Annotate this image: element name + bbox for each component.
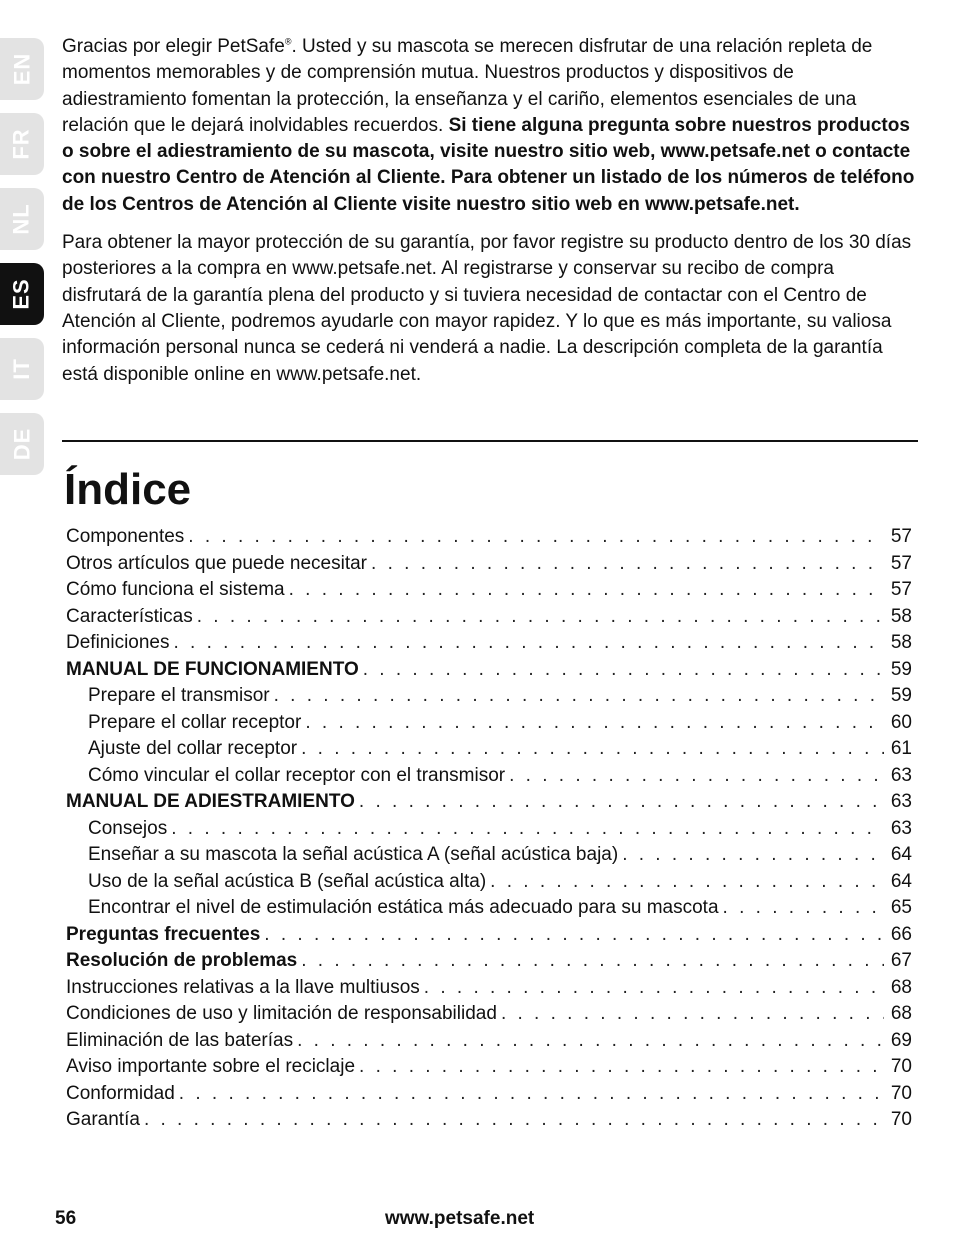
intro-paragraph-1 — [62, 34, 918, 218]
toc-entry[interactable] — [66, 551, 912, 578]
toc-label: Otros artículos que puede necesitar — [66, 552, 368, 574]
toc-entry[interactable] — [66, 577, 912, 604]
toc-label: Garantía — [66, 1109, 140, 1130]
table-of-contents — [66, 524, 912, 1134]
registered-mark: ® — [284, 36, 292, 47]
toc-label: Uso de la señal acústica B (señal acústica alta) — [88, 870, 487, 892]
toc-label: Enseñar a su mascota la señal acústica A (señal acústica baja) — [88, 844, 619, 865]
section-divider — [62, 440, 918, 442]
tab-fr[interactable] — [0, 113, 44, 175]
toc-page-number: 63 — [890, 791, 912, 812]
toc-entry[interactable] — [66, 710, 912, 737]
toc-page-number: 57 — [890, 552, 912, 574]
tab-label: ES — [8, 278, 34, 310]
intro-section — [62, 34, 918, 388]
toc-label: Resolución de problemas — [66, 950, 298, 971]
toc-leader-dots — [274, 683, 884, 710]
toc-label: Instrucciones relativas a la llave multiusos — [66, 976, 420, 998]
tab-label: IT — [9, 358, 34, 380]
toc-label: Cómo funciona el sistema — [66, 579, 285, 600]
toc-leader-dots — [174, 630, 885, 657]
toc-entry[interactable] — [66, 683, 912, 710]
toc-page-number: 66 — [890, 923, 912, 945]
toc-label: Encontrar el nivel de estimulación estática más adecuado para su mascota — [88, 897, 719, 918]
toc-leader-dots — [179, 1081, 884, 1108]
toc-entry[interactable] — [66, 869, 912, 896]
toc-leader-dots — [490, 869, 884, 896]
toc-page-number: 68 — [890, 1003, 912, 1024]
toc-leader-dots — [197, 604, 884, 631]
toc-page-number: 63 — [890, 764, 912, 786]
toc-page-number: 69 — [890, 1029, 912, 1051]
toc-entry[interactable] — [66, 657, 912, 684]
toc-leader-dots — [171, 816, 884, 843]
page-number: 56 — [55, 1208, 77, 1229]
toc-entry[interactable] — [66, 948, 912, 975]
toc-label: Características — [66, 605, 193, 627]
intro-paragraph-2: Para obtener la mayor protección de su garantía, por favor registre su producto dentro de los 30 días posteriores a la compra en www.petsafe.net. Al registrarse y conservar su recibo de compra disfrutará de la garantía plena del producto y si tuviera necesidad de contactar con el Centro de Atención al Cliente, podremos ayudarle con mayor rapidez. Y lo que es más importante, su valiosa información personal nunca se cederá ni venderá a nadie. La descripción completa de la garantía está disponible online en www.petsafe.net. — [62, 232, 912, 385]
toc-page-number: 58 — [890, 605, 912, 627]
toc-leader-dots — [188, 524, 884, 551]
toc-label: Preguntas frecuentes — [66, 923, 261, 945]
toc-page-number: 70 — [890, 1056, 912, 1077]
toc-entry[interactable] — [66, 1081, 912, 1108]
toc-page-number: 59 — [890, 658, 912, 680]
toc-leader-dots — [501, 1001, 884, 1028]
toc-label: Conformidad — [66, 1082, 175, 1104]
intro-text-a: Gracias por elegir PetSafe — [62, 36, 285, 57]
toc-entry[interactable] — [66, 816, 912, 843]
toc-entry[interactable] — [66, 842, 912, 869]
tab-label: FR — [8, 128, 34, 160]
toc-label: Prepare el collar receptor — [88, 711, 302, 733]
toc-page-number: 59 — [890, 685, 912, 706]
toc-entry[interactable] — [66, 975, 912, 1002]
tab-label: NL — [8, 203, 34, 235]
toc-label: Cómo vincular el collar receptor con el transmisor — [88, 764, 506, 786]
toc-leader-dots — [144, 1107, 884, 1134]
toc-page-number: 57 — [890, 579, 912, 600]
toc-entry[interactable] — [66, 524, 912, 551]
tab-it[interactable] — [0, 338, 44, 400]
toc-leader-dots — [509, 763, 884, 790]
index-title: Índice — [64, 465, 192, 514]
toc-label: Aviso importante sobre el reciclaje — [66, 1056, 356, 1077]
toc-leader-dots — [359, 789, 884, 816]
toc-entry[interactable] — [66, 1028, 912, 1055]
page-footer — [55, 1208, 925, 1234]
tab-es[interactable] — [0, 263, 44, 325]
toc-entry[interactable] — [66, 630, 912, 657]
toc-entry[interactable] — [66, 789, 912, 816]
toc-entry[interactable] — [66, 736, 912, 763]
toc-page-number: 57 — [890, 526, 912, 547]
intro-bold-text: Si tiene alguna pregunta sobre nuestros productos o sobre el adiestramiento de su mascota, visite nuestro sitio web, www.petsafe.net o contacte con nuestro Centro de Atención al Cliente. Para obtener un listado de los números de teléfono de los Centros de Atención al Cliente visite nuestro sitio web en www.petsafe.net. — [62, 114, 915, 215]
toc-page-number: 68 — [890, 976, 912, 998]
toc-entry[interactable] — [66, 604, 912, 631]
tab-de[interactable] — [0, 413, 44, 475]
toc-leader-dots — [289, 577, 884, 604]
toc-label: Consejos — [88, 817, 168, 839]
toc-page-number: 67 — [890, 950, 912, 971]
footer-url[interactable]: www.petsafe.net — [385, 1208, 535, 1229]
toc-leader-dots — [363, 657, 884, 684]
toc-leader-dots — [301, 736, 884, 763]
toc-page-number: 61 — [890, 738, 912, 759]
toc-label: Condiciones de uso y limitación de responsabilidad — [66, 1003, 497, 1024]
toc-page-number: 65 — [890, 897, 912, 918]
toc-page-number: 64 — [890, 844, 912, 865]
toc-leader-dots — [424, 975, 884, 1002]
toc-leader-dots — [359, 1054, 884, 1081]
intro-text-b: . Usted y su mascota se merecen disfrutar de una relación repleta de momentos memorables y de comprensión mutua. Nuestros productos y dispositivos de adiestramiento fomentan la protección, la enseñanza y el cariño, elementos esenciales de una relación que le dejará inolvidables recuerdos. — [62, 36, 873, 136]
toc-label: Definiciones — [66, 632, 170, 653]
toc-entry[interactable] — [66, 1107, 912, 1134]
toc-entry[interactable] — [66, 763, 912, 790]
toc-entry[interactable] — [66, 922, 912, 949]
toc-entry[interactable] — [66, 895, 912, 922]
toc-leader-dots — [371, 551, 884, 578]
toc-page-number: 60 — [890, 711, 912, 733]
toc-leader-dots — [622, 842, 884, 869]
tab-en[interactable] — [0, 38, 44, 100]
toc-leader-dots — [297, 1028, 884, 1055]
toc-label: MANUAL DE FUNCIONAMIENTO — [66, 658, 359, 680]
toc-label: Eliminación de las baterías — [66, 1029, 294, 1051]
toc-leader-dots — [301, 948, 884, 975]
tab-nl[interactable] — [0, 188, 44, 250]
toc-label: Prepare el transmisor — [88, 685, 270, 706]
toc-page-number: 70 — [890, 1109, 912, 1130]
tab-label: DE — [9, 427, 34, 461]
toc-label: Componentes — [66, 526, 185, 547]
toc-label: Ajuste del collar receptor — [88, 738, 298, 759]
tab-label: EN — [9, 52, 34, 86]
toc-entry[interactable] — [66, 1001, 912, 1028]
toc-page-number: 70 — [890, 1082, 912, 1104]
toc-label: MANUAL DE ADIESTRAMIENTO — [66, 791, 355, 812]
toc-leader-dots — [264, 922, 884, 949]
toc-entry[interactable] — [66, 1054, 912, 1081]
toc-page-number: 58 — [890, 632, 912, 653]
toc-page-number: 63 — [890, 817, 912, 839]
toc-leader-dots — [305, 710, 884, 737]
toc-page-number: 64 — [890, 870, 912, 892]
toc-leader-dots — [723, 895, 884, 922]
language-tabs — [0, 38, 44, 488]
